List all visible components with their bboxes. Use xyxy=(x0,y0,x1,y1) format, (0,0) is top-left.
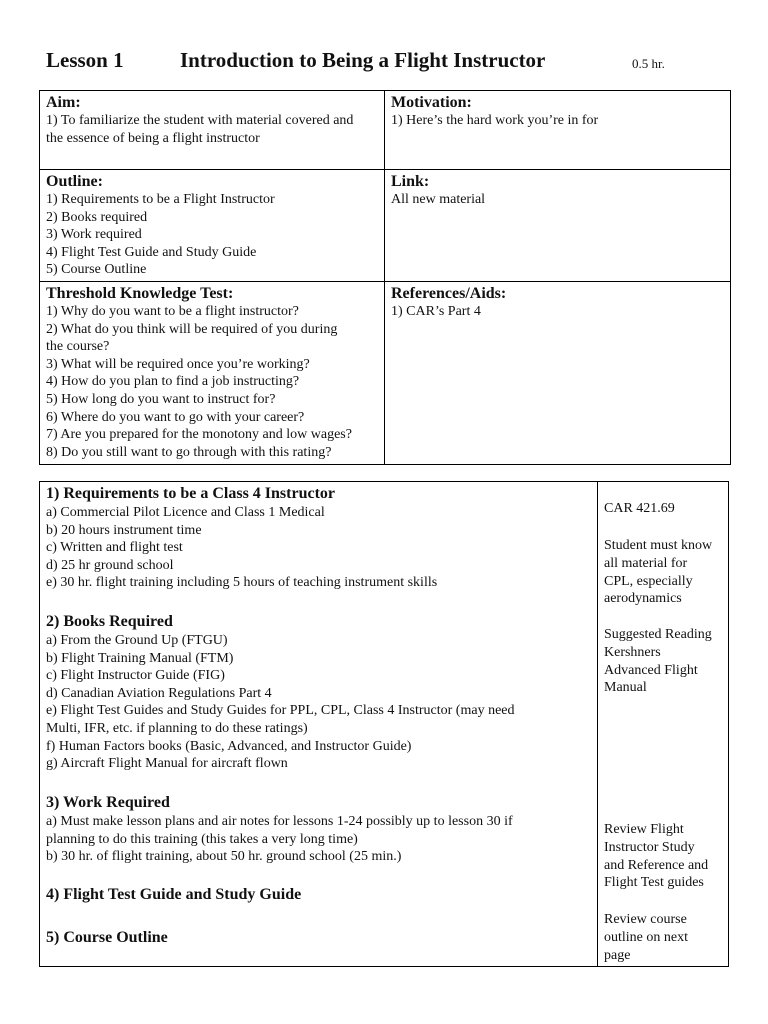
aim-heading: Aim: xyxy=(46,94,81,111)
outline-item: 5) Course Outline xyxy=(46,262,147,278)
section-heading: 5) Course Outline xyxy=(46,929,168,946)
threshold-item: 6) Where do you want to go with your career? xyxy=(46,409,305,425)
threshold-heading: Threshold Knowledge Test: xyxy=(46,284,234,302)
section-heading: 1) Requirements to be a Class 4 Instructor xyxy=(46,485,336,502)
threshold-item: 4) How do you plan to find a job instructing? xyxy=(46,374,300,390)
section-item: d) Canadian Aviation Regulations Part 4 xyxy=(46,685,272,701)
aim-line: the essence of being a flight instructor xyxy=(46,130,260,146)
section-item: a) Commercial Pilot Licence and Class 1 Medical xyxy=(46,505,325,520)
side-note xyxy=(604,626,726,697)
link-line: All new material xyxy=(391,192,486,207)
aim-line: 1) To familiarize the student with material covered and xyxy=(46,113,354,128)
side-note-line: CAR 421.69 xyxy=(604,501,675,516)
section-item: b) Flight Training Manual (FTM) xyxy=(46,650,234,666)
outline-item: 1) Requirements to be a Flight Instructor xyxy=(46,192,275,207)
side-note xyxy=(604,537,726,608)
references-cell xyxy=(385,281,731,464)
threshold-item: the course? xyxy=(46,339,110,355)
side-note-line: CPL, especially xyxy=(604,573,693,589)
threshold-item: 5) How long do you want to instruct for? xyxy=(46,391,276,407)
link-heading: Link: xyxy=(391,173,430,190)
side-note-line: Flight Test guides xyxy=(604,875,704,891)
side-note xyxy=(604,821,726,892)
section-item: Multi, IFR, etc. if planning to do these ratings) xyxy=(46,720,308,736)
section-item: b) 20 hours instrument time xyxy=(46,522,202,538)
references-heading: References/Aids: xyxy=(391,284,507,302)
threshold-item: 2) What do you think will be required of you during xyxy=(46,321,338,337)
section-item: planning to do this training (this takes a very long time) xyxy=(46,831,358,847)
side-note-line: Instructor Study xyxy=(604,839,695,855)
section-work xyxy=(46,793,591,866)
section-course-outline xyxy=(46,928,591,948)
side-note-line: Suggested Reading xyxy=(604,627,712,642)
lesson-content-box xyxy=(39,481,729,967)
section-item: c) Flight Instructor Guide (FIG) xyxy=(46,668,225,684)
section-flight-test-guide xyxy=(46,885,591,905)
side-note-line: Advanced Flight xyxy=(604,662,698,678)
references-line: 1) CAR’s Part 4 xyxy=(391,303,481,319)
side-note-line: outline on next xyxy=(604,929,688,945)
section-item: c) Written and flight test xyxy=(46,540,183,556)
outline-cell xyxy=(40,170,385,282)
section-item: a) From the Ground Up (FTGU) xyxy=(46,633,228,648)
side-note-line: page xyxy=(604,947,631,963)
side-note-line: Kershners xyxy=(604,644,661,660)
threshold-item: 3) What will be required once you’re working? xyxy=(46,356,310,372)
section-requirements xyxy=(46,484,591,592)
side-note xyxy=(604,500,726,518)
lesson-number: Lesson 1 xyxy=(46,48,124,72)
motivation-line: 1) Here’s the hard work you’re in for xyxy=(391,113,599,128)
side-note-line: and Reference and xyxy=(604,857,709,873)
section-item: e) 30 hr. flight training including 5 hours of teaching instrument skills xyxy=(46,575,438,591)
outline-item: 2) Books required xyxy=(46,209,148,225)
aim-cell xyxy=(40,91,385,170)
side-note-line: Student must know xyxy=(604,538,713,553)
section-item: f) Human Factors books (Basic, Advanced, and Instructor Guide) xyxy=(46,738,412,754)
section-item: g) Aircraft Flight Manual for aircraft flown xyxy=(46,756,288,772)
threshold-cell xyxy=(40,281,385,464)
section-item: a) Must make lesson plans and air notes for lessons 1-24 possibly up to lesson 30 if xyxy=(46,814,513,829)
section-heading: 4) Flight Test Guide and Study Guide xyxy=(46,886,302,903)
column-divider xyxy=(597,482,598,966)
lesson-duration: 0.5 hr. xyxy=(632,56,665,71)
outline-item: 3) Work required xyxy=(46,227,142,243)
link-cell xyxy=(385,170,731,282)
section-heading: 2) Books Required xyxy=(46,613,173,630)
lesson-title: Introduction to Being a Flight Instructor xyxy=(180,48,546,72)
outline-item: 4) Flight Test Guide and Study Guide xyxy=(46,244,257,260)
motivation-cell xyxy=(385,91,731,170)
side-note xyxy=(604,911,726,964)
outline-heading: Outline: xyxy=(46,173,103,190)
lesson-header xyxy=(46,46,726,80)
side-note-line: all material for xyxy=(604,555,688,571)
section-heading: 3) Work Required xyxy=(46,794,170,811)
section-item: d) 25 hr ground school xyxy=(46,557,174,573)
side-note-line: aerodynamics xyxy=(604,591,682,607)
section-item: b) 30 hr. of flight training, about 50 hr. ground school (25 min.) xyxy=(46,849,402,865)
threshold-item: 7) Are you prepared for the monotony and low wages? xyxy=(46,427,352,443)
side-note-line: Review course xyxy=(604,912,687,927)
threshold-item: 8) Do you still want to go through with this rating? xyxy=(46,444,332,460)
side-note-line: Manual xyxy=(604,680,647,696)
threshold-item: 1) Why do you want to be a flight instructor? xyxy=(46,303,299,319)
motivation-heading: Motivation: xyxy=(391,94,472,111)
side-note-line: Review Flight xyxy=(604,822,684,837)
section-books xyxy=(46,612,591,773)
section-item: e) Flight Test Guides and Study Guides for PPL, CPL, Class 4 Instructor (may need xyxy=(46,703,515,719)
lesson-plan-table xyxy=(39,90,731,465)
